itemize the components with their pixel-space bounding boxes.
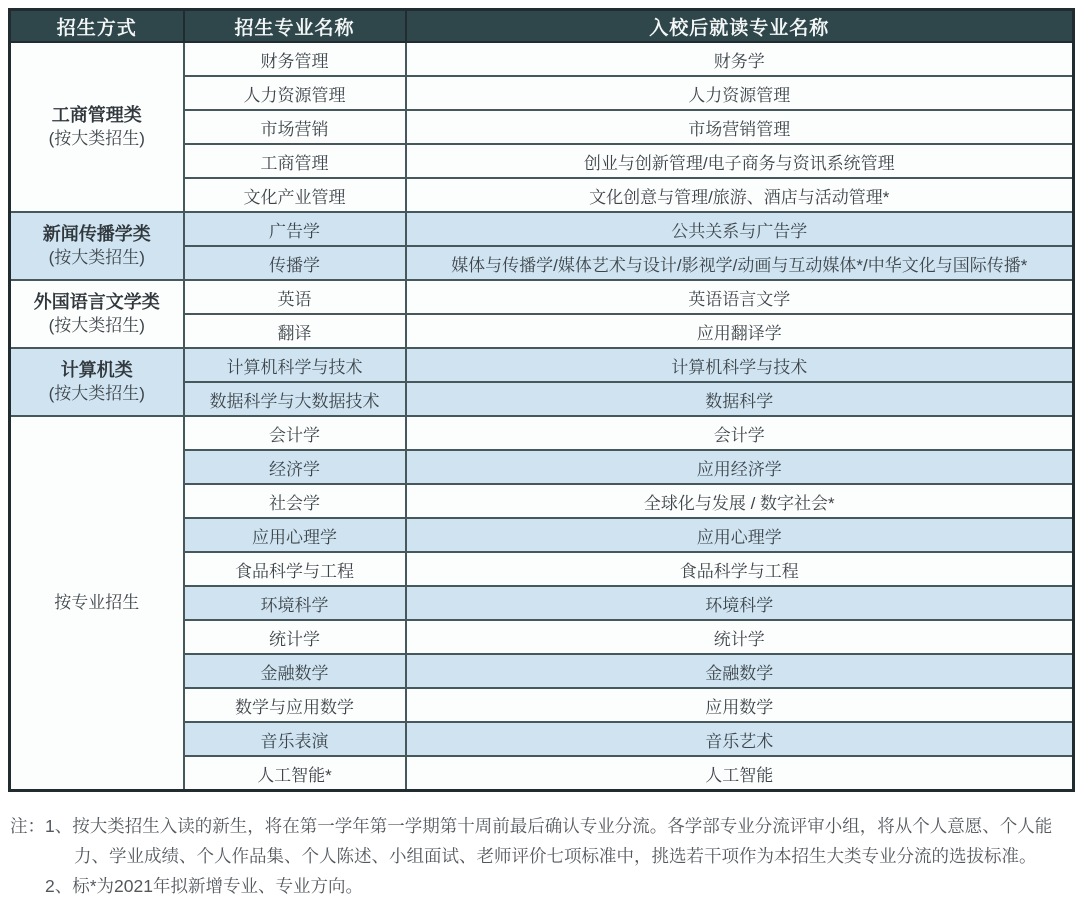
enrolled-major-cell: 统计学: [406, 620, 1074, 654]
category-subtitle: (按大类招生): [48, 248, 145, 267]
footnote-item: 2、标*为2021年拟新增专业、专业方向。: [45, 876, 363, 896]
admission-major-cell: 数学与应用数学: [184, 688, 406, 722]
enrolled-major-cell: 财务学: [406, 42, 1074, 76]
enrolled-major-cell: 应用经济学: [406, 450, 1074, 484]
enrolled-major-cell: 数据科学: [406, 382, 1074, 416]
admission-major-cell: 人工智能*: [184, 756, 406, 791]
enrolled-major-cell: 应用翻译学: [406, 314, 1074, 348]
enrolled-major-cell: 会计学: [406, 416, 1074, 450]
column-header-admission-major-name: 招生专业名称: [184, 10, 406, 43]
enrolled-major-cell: 创业与创新管理/电子商务与资讯系统管理: [406, 144, 1074, 178]
admission-major-cell: 翻译: [184, 314, 406, 348]
enrolled-major-cell: 全球化与发展 / 数字社会*: [406, 484, 1074, 518]
category-cell: [10, 416, 184, 791]
category-label: 计算机类: [60, 360, 133, 380]
admission-major-cell: 工商管理: [184, 144, 406, 178]
admission-major-cell: 社会学: [184, 484, 406, 518]
enrolled-major-cell: 计算机科学与技术: [406, 348, 1074, 382]
enrolled-major-cell: 英语语言文学: [406, 280, 1074, 314]
enrolled-major-cell: 人工智能: [406, 756, 1074, 791]
footnote-item: 1、按大类招生入读的新生，将在第一学年第一学期第十周前最后确认专业分流。各学部专业分流评审小组，将从个人意愿、个人能力、学业成绩、个人作品集、个人陈述、小组面试、老师评价七项标准中，挑选若干项作为本招生大类专业分流的选拔标准。: [45, 816, 1053, 866]
table-row: [10, 212, 1074, 246]
footnote-list: [45, 811, 1072, 901]
enrolled-major-cell: 食品科学与工程: [406, 552, 1074, 586]
admission-major-cell: 财务管理: [184, 42, 406, 76]
header-row: [10, 10, 1074, 43]
admission-major-cell: 应用心理学: [184, 518, 406, 552]
category-cell: [10, 212, 184, 280]
category-cell: [10, 348, 184, 416]
category-subtitle: (按大类招生): [48, 316, 145, 335]
admission-major-cell: 经济学: [184, 450, 406, 484]
admission-major-cell: 食品科学与工程: [184, 552, 406, 586]
category-label: 工商管理类: [51, 105, 142, 125]
column-header-enrolled-major-name: 入校后就读专业名称: [406, 10, 1074, 43]
category-subtitle: (按大类招生): [48, 129, 145, 148]
enrolled-major-cell: 文化创意与管理/旅游、酒店与活动管理*: [406, 178, 1074, 212]
enrolled-major-cell: 应用数学: [406, 688, 1074, 722]
table-row: [10, 348, 1074, 382]
admission-major-cell: 文化产业管理: [184, 178, 406, 212]
enrolled-major-cell: 音乐艺术: [406, 722, 1074, 756]
category-subtitle: (按大类招生): [48, 384, 145, 403]
admission-major-cell: 市场营销: [184, 110, 406, 144]
category-label: 按专业招生: [54, 593, 140, 612]
admission-major-cell: 会计学: [184, 416, 406, 450]
enrolled-major-cell: 人力资源管理: [406, 76, 1074, 110]
category-label: 外国语言文学类: [33, 292, 160, 312]
enrolled-major-cell: 公共关系与广告学: [406, 212, 1074, 246]
column-header-admission-method: 招生方式: [10, 10, 184, 43]
admission-major-cell: 计算机科学与技术: [184, 348, 406, 382]
enrolled-major-cell: 环境科学: [406, 586, 1074, 620]
footnotes: [10, 811, 1072, 901]
table-body: [10, 42, 1074, 791]
admission-major-cell: 音乐表演: [184, 722, 406, 756]
admission-major-cell: 传播学: [184, 246, 406, 280]
table-row: [10, 280, 1074, 314]
enrolled-major-cell: 市场营销管理: [406, 110, 1074, 144]
enrolled-major-cell: 金融数学: [406, 654, 1074, 688]
footnote-label: 注：: [10, 816, 45, 836]
enrolled-major-cell: 应用心理学: [406, 518, 1074, 552]
admission-major-cell: 广告学: [184, 212, 406, 246]
table-header: [10, 10, 1074, 43]
enrolled-major-cell: 媒体与传播学/媒体艺术与设计/影视学/动画与互动媒体*/中华文化与国际传播*: [406, 246, 1074, 280]
admission-major-cell: 数据科学与大数据技术: [184, 382, 406, 416]
admission-major-cell: 人力资源管理: [184, 76, 406, 110]
admission-major-cell: 英语: [184, 280, 406, 314]
category-label: 新闻传播学类: [42, 224, 151, 244]
admission-major-cell: 金融数学: [184, 654, 406, 688]
table-row: [10, 42, 1074, 76]
admission-major-cell: 环境科学: [184, 586, 406, 620]
table-row: [10, 416, 1074, 450]
admission-major-cell: 统计学: [184, 620, 406, 654]
category-cell: [10, 42, 184, 212]
category-cell: [10, 280, 184, 348]
admissions-table: [8, 8, 1075, 792]
